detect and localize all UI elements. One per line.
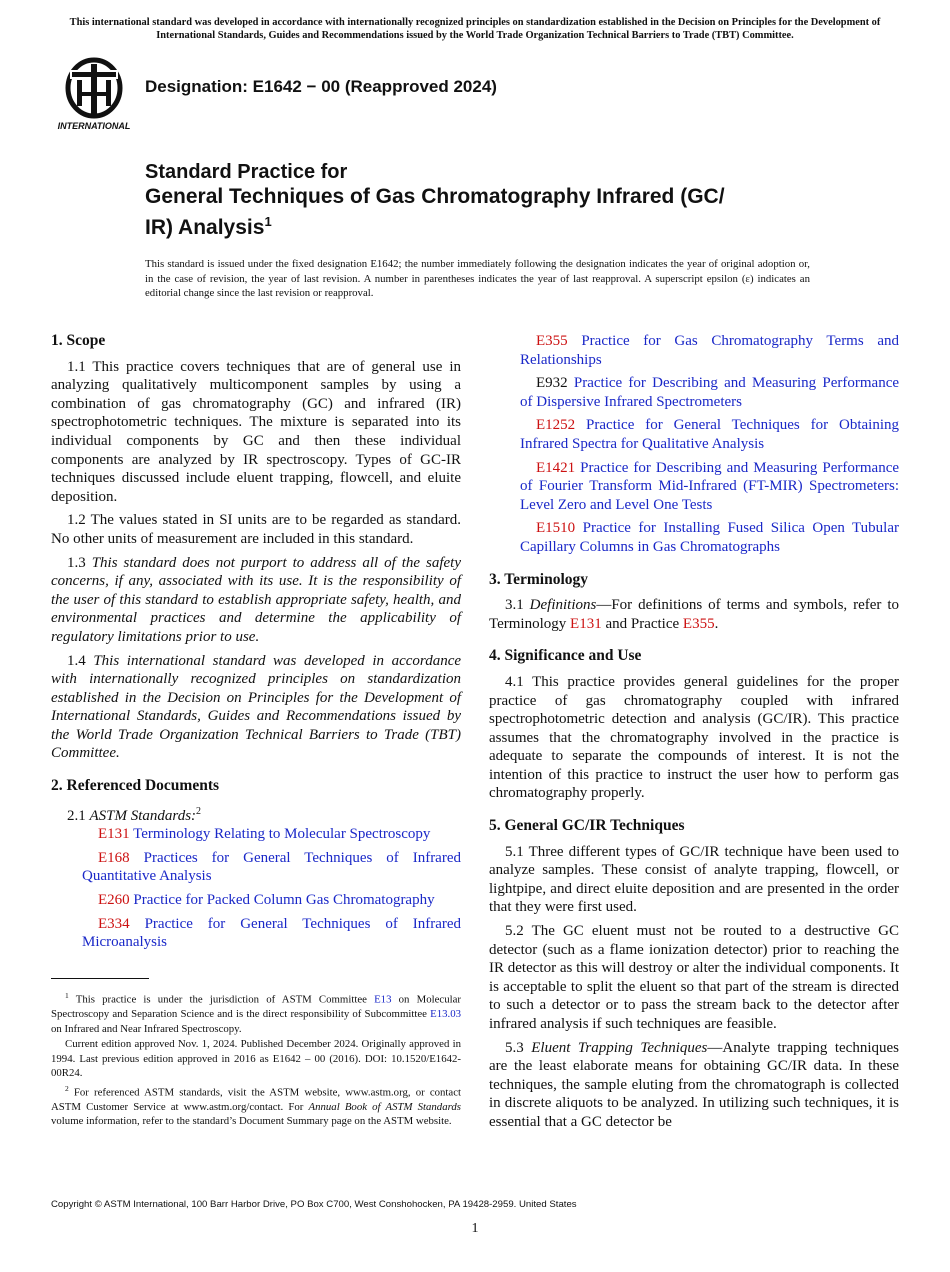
reference-item[interactable]: E168 Practices for General Techniques of Infrared Quantitative Analysis xyxy=(82,849,461,885)
footnote-1-edition: Current edition approved Nov. 1, 2024. Published December 2024. Originally approved in 1994. Last previous edition approved in 2016 as E1642 – 00 (2016). DOI: 10.1520/E1642-00R24. xyxy=(51,1038,461,1080)
footnote-divider xyxy=(51,978,149,979)
copyright-line: Copyright © ASTM International, 100 Barr Harbor Drive, PO Box C700, West Conshohocken, PA 19428-2959. United States xyxy=(51,1199,577,1210)
paragraph-1-3: 1.3 This standard does not purport to address all of the safety concerns, if any, associated with its use. It is the responsibility of the user of this standard to establish appropriate safety, health, and environmental practices and determine the applicability of regulatory limitations prior to use. xyxy=(51,554,462,645)
reference-item[interactable]: E260 Practice for Packed Column Gas Chromatography xyxy=(98,892,435,909)
astm-logo xyxy=(52,56,136,132)
tbt-notice: This international standard was developed in accordance with internationally recognized principles on standardization established in the Decision on Principles for the Development of International Standards, Guides and Recommendations issued by the World Trade Organization Technical Barriers to Trade (TBT) Committee. xyxy=(69,17,881,41)
right-column xyxy=(489,332,899,1137)
paragraph-1-2: 1.2 The values stated in SI units are to be regarded as standard. No other units of measurement are included in this standard. xyxy=(51,512,461,547)
section-heading-terminology: 3. Terminology xyxy=(489,570,589,588)
reference-item[interactable]: E355 Practice for Gas Chromatography Terms and Relationships xyxy=(520,333,899,368)
title-line-1: Standard Practice for xyxy=(145,161,348,183)
reference-item[interactable]: E131 Terminology Relating to Molecular Spectroscopy xyxy=(98,826,431,843)
section-heading-referenced-documents: 2. Referenced Documents xyxy=(51,777,220,795)
page-number: 1 xyxy=(471,1221,479,1236)
title-footnote-marker: 1 xyxy=(264,214,272,229)
reference-item[interactable]: E1252 Practice for General Techniques for Obtaining Infrared Spectra for Qualitative Analysis xyxy=(520,417,899,452)
title-line-2: General Techniques of Gas Chromatography Infrared (GC/ xyxy=(145,185,725,208)
paragraph-5-1: 5.1 Three different types of GC/IR technique have been used to analyze samples. These consist of analyte trapping, flowcell, or lightpipe, and direct eluite deposition and are presented in the order that they were first used. xyxy=(489,843,899,916)
paragraph-1-4: 1.4 This international standard was developed in accordance with internationally recognized principles on standardization established in the Decision on Principles for the Development of International Standards, Guides and Recommendations issued by the World Trade Organization Technical Barriers to Trade (TBT) Committee. xyxy=(51,652,462,762)
subcommittee-link[interactable]: E13.03 xyxy=(430,1008,461,1021)
reference-item[interactable]: E1421 Practice for Describing and Measuring Performance of Fourier Transform Mid-Infrared (FT-MIR) Spectrometers: Level Zero and Level One Tests xyxy=(520,459,900,513)
committee-link[interactable]: E13 xyxy=(374,993,392,1006)
footnote-1: $^1$ This practice is under the jurisdiction of ASTM Committee E13 on Molecular Spectroscopy and Separation Science and is the direct responsibility of Subcommittee E13.03 on Infrared and Near Infrared Spectroscopy. xyxy=(51,991,461,1035)
issue-statement: This standard is issued under the fixed designation E1642; the number immediately following the designation indicates the year of original adoption or, in the case of revision, the year of last revision. A number in parentheses indicates the year of last reapproval. A superscript epsilon (ε) indicates an editorial change since the last revision or reapproval. xyxy=(145,258,810,299)
practice-ref-link[interactable]: E355 xyxy=(682,615,715,632)
reference-item[interactable]: E334 Practice for General Techniques of Infrared Microanalysis xyxy=(82,915,462,951)
designation: Designation: E1642 − 00 (Reapproved 2024) xyxy=(145,77,497,96)
paragraph-5-3: 5.3 Eluent Trapping Techniques—Analyte trapping techniques are the least elaborate means for obtaining GC/IR data. In these techniques, the sample eluting from the chromatograph is collected in discrete aliquots to be analyzed. In utilizing such techniques, it is essential that a GC detector be xyxy=(489,1039,899,1130)
paragraph-1-1: 1.1 This practice covers techniques that are of general use in analyzing qualitatively multicomponent samples by using a combination of gas chromatography (GC) and infrared (IR) spectrophotometric techniques. The mixture is separated into its individual components by GC and then these individual components are analyzed by IR spectroscopy. Types of GC-IR techniques discussed include eluent trapping, flowcell, and eluite deposition. xyxy=(51,358,461,505)
paragraph-5-2: 5.2 The GC eluent must not be routed to a destructive GC detector (such as a flame ionization detector) prior to reaching the IR detector as this will destroy or alter the individual components. It is acceptable to split the eluent so that part of the stream is directed to such a detector or to pass the stream back to the detector after infrared analysis if such techniques are feasible. xyxy=(489,923,899,1032)
paragraph-4-1: 4.1 This practice provides general guidelines for the proper practice of gas chromatography coupled with infrared spectrophotometric detection and analysis (GC/IR). This practice assumes that the chromatography involved in the practice is adequate to separate the compounds of interest. It is not the intention of this practice to instruct the user how to perform gas chromatography properly. xyxy=(489,673,899,802)
paragraph-2-1: 2.1 ASTM Standards:$^2$ xyxy=(67,805,202,824)
logo-text: INTERNATIONAL xyxy=(57,121,131,131)
section-heading-techniques: 5. General GC/IR Techniques xyxy=(489,817,685,835)
reference-item[interactable]: E932 Practice for Describing and Measuring Performance of Dispersive Infrared Spectrometers xyxy=(520,375,900,410)
title-line-3: IR) Analysis xyxy=(145,216,265,239)
left-column xyxy=(51,332,461,957)
paragraph-3-1: 3.1 Definitions—For definitions of terms and symbols, refer to Terminology E131 and Practice E355. xyxy=(489,597,899,632)
terminology-ref-link[interactable]: E131 xyxy=(570,615,602,632)
section-heading-significance: 4. Significance and Use xyxy=(489,647,642,665)
document-title xyxy=(145,160,845,240)
reference-item[interactable]: E1510 Practice for Installing Fused Silica Open Tubular Capillary Columns in Gas Chromatographs xyxy=(520,520,899,555)
footnote-2: $^2$ For referenced ASTM standards, visit the ASTM website, www.astm.org, or contact ASTM Customer Service at www.astm.org/contact. For Annual Book of ASTM Standards volume information, refer to the standard’s Document Summary page on the ASTM website. xyxy=(51,1083,461,1128)
footnotes xyxy=(51,978,461,1130)
section-heading-scope: 1. Scope xyxy=(51,332,106,349)
